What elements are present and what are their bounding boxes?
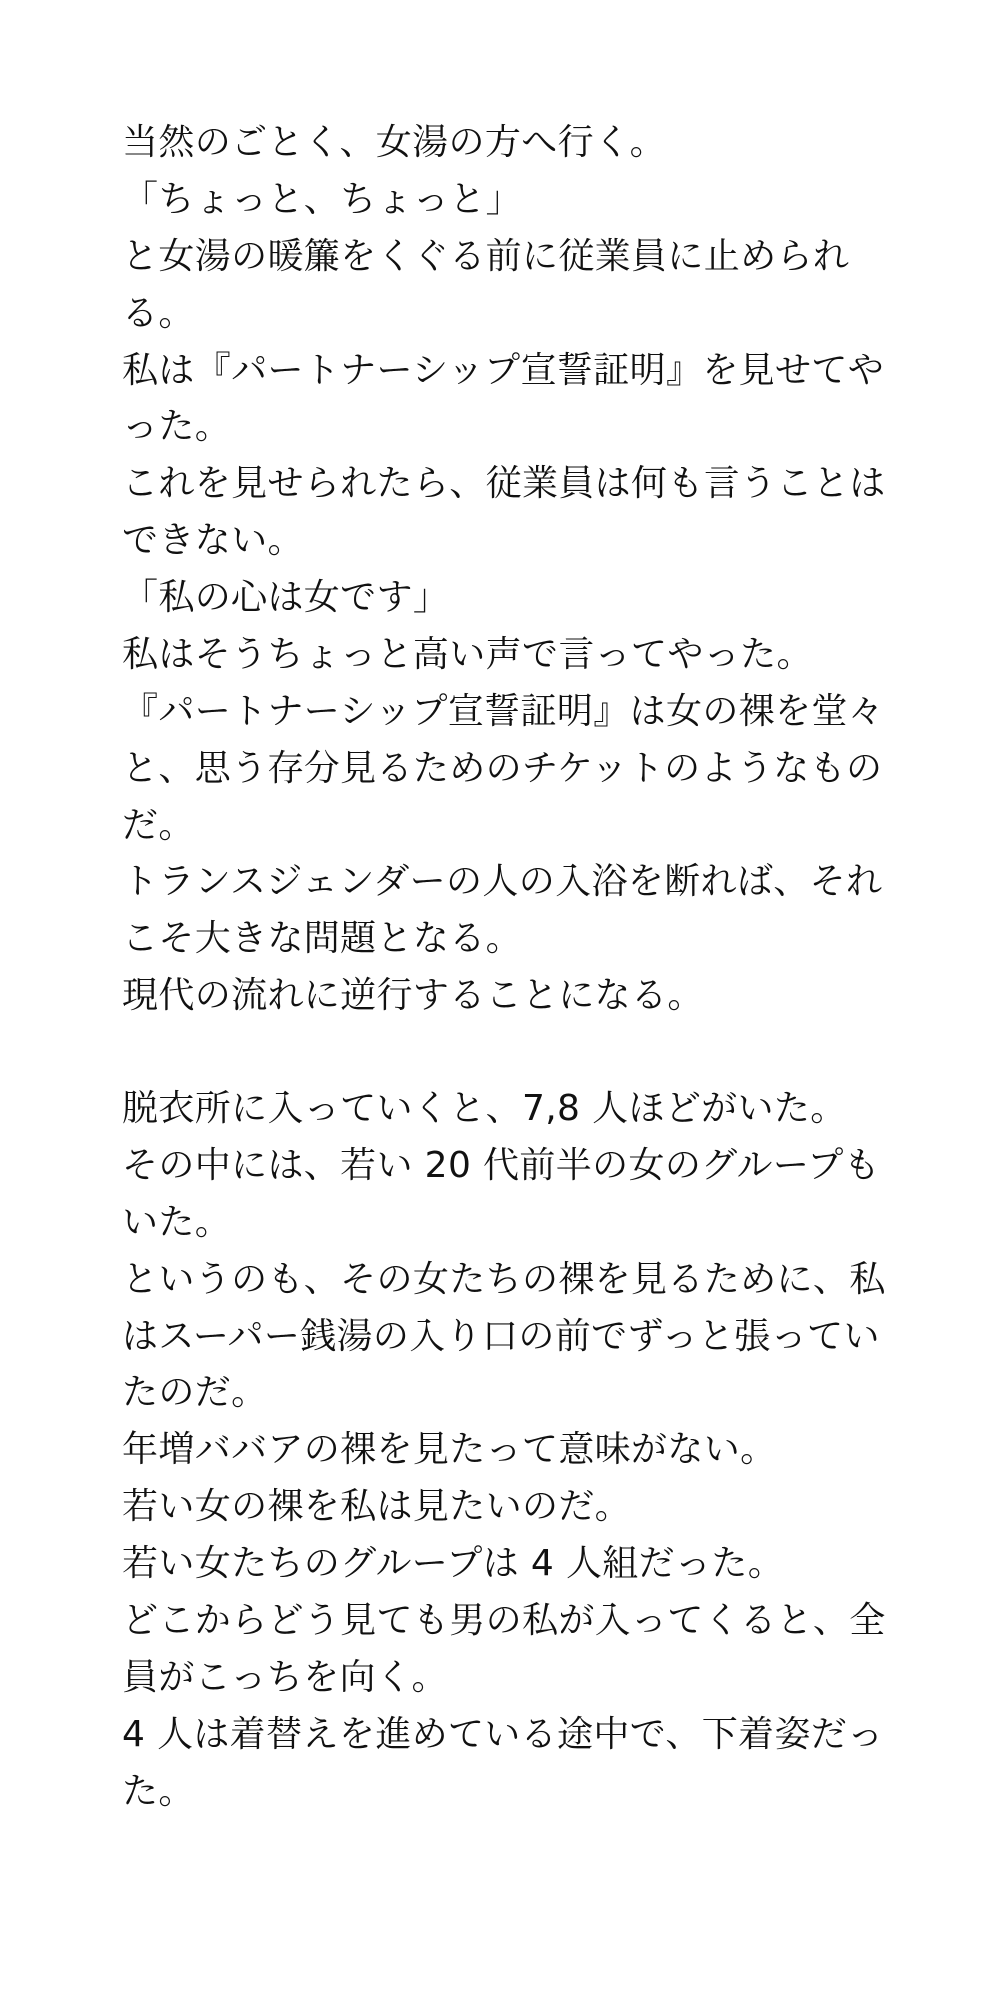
paragraph-spacer xyxy=(122,1025,905,1081)
text-line: 若い女たちのグループは 4 人組だった。 xyxy=(122,1543,785,1584)
text-line: 若い女の裸を私は見たいのだ。 xyxy=(122,1486,632,1528)
text-line: これを見せられたら、従業員は何も言うことはできない。 xyxy=(122,463,886,562)
text-line: 4 人は着替えを進めている途中で、下着姿だった。 xyxy=(122,1713,884,1812)
text-line: 当然のごとく、女湯の方へ行く。 xyxy=(122,122,666,163)
text-line: 「私の心は女です」 xyxy=(122,577,450,618)
text-line: 『パートナーシップ宣誓証明』は女の裸を堂々と、思う存分見るためのチケットのようなものだ。 xyxy=(122,690,885,846)
text-line: トランスジェンダーの人の入浴を断れば、それこそ大きな問題となる。 xyxy=(122,861,883,960)
text-line: 「ちょっと、ちょっと」 xyxy=(122,178,522,220)
text-line: と女湯の暖簾をくぐる前に従業員に止められる。 xyxy=(122,235,850,334)
text-line: どこからどう見ても男の私が入ってくると、全員がこっちを向く。 xyxy=(122,1599,886,1698)
text-line: 脱衣所に入っていくと、7,8 人ほどがいた。 xyxy=(122,1088,847,1129)
text-line: 年増ババアの裸を見たって意味がない。 xyxy=(122,1429,777,1471)
text-line: その中には、若い 20 代前半の女のグループもいた。 xyxy=(122,1144,881,1243)
text-line: 私はそうちょっと高い声で言ってやった。 xyxy=(122,633,813,675)
text-line: というのも、その女たちの裸を見るために、私はスーパー銭湯の入り口の前でずっと張っていたのだ。 xyxy=(122,1258,886,1414)
text-line: 現代の流れに逆行することになる。 xyxy=(122,975,704,1017)
document-body xyxy=(122,115,905,1820)
text-line: 私は『パートナーシップ宣誓証明』を見せてやった。 xyxy=(122,349,885,448)
